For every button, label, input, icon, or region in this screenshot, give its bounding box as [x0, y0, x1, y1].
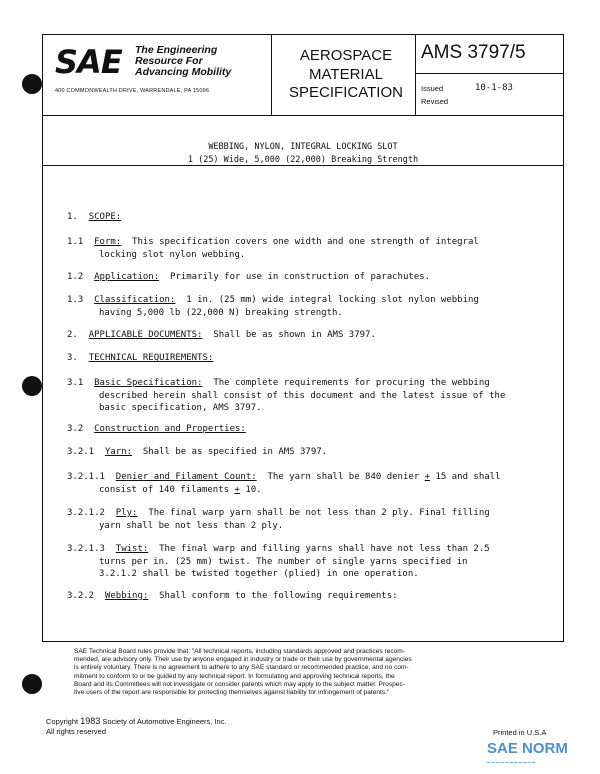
section-text: 3.2.1.2 shall be twisted together (plied) in one operation. [99, 569, 419, 579]
section-number: 3.2 [67, 424, 84, 434]
section-text: Shall be as specified in AMS 3797. [142, 447, 328, 457]
sae-norm-watermark: SAE NORM [487, 740, 568, 757]
issued-date: 10-1-83 [475, 83, 513, 93]
section-heading: Application: [94, 272, 160, 282]
section-heading: Classification: [94, 295, 176, 305]
section-text: described herein shall consist of this document and the latest issue of the [99, 390, 506, 401]
section-text: yarn shall be not less than 2 ply. [99, 520, 284, 531]
title-line-2: 1 (25) Wide, 5,000 (22,000) Breaking Strength [187, 155, 419, 165]
tagline-line-1: The Engineering [135, 44, 218, 56]
section-heading: Ply: [115, 508, 138, 518]
sae-logo: SAE [55, 43, 122, 81]
section-number: 1.3 [67, 295, 84, 305]
punch-hole-middle [22, 376, 42, 396]
section-text: basic specification, AMS 3797. [99, 403, 262, 413]
section-2 [67, 329, 376, 342]
section-1-1 [67, 236, 547, 261]
section-number: 3.2.1.1 [67, 472, 105, 482]
section-3-2-1 [67, 446, 327, 459]
section-3-2 [67, 423, 246, 436]
note-line: Board and its Committees will not investigate or consider patents which may apply to the subject matter. Prospec- [74, 680, 405, 688]
section-text: turns per in. (25 mm) twist. The number of single yarns specified in [99, 556, 468, 567]
section-number: 3.2.1.2 [67, 508, 105, 518]
section-number: 2. [67, 330, 78, 340]
section-text: locking slot nylon webbing. [99, 249, 246, 260]
section-text: 1 in. (25 mm) wide integral locking slot nylon webbing [186, 295, 479, 305]
section-heading: Webbing: [104, 591, 149, 601]
copyright-notice [46, 716, 227, 737]
section-3-2-1-1 [67, 471, 557, 496]
tagline-line-3: Advancing Mobility [135, 66, 232, 78]
section-heading: Form: [94, 237, 122, 247]
section-text: consist of 140 filaments [99, 484, 230, 495]
section-text: The final warp and filling yarns shall have not less than 2.5 [159, 544, 490, 554]
section-number: 3.2.2 [67, 591, 95, 601]
note-line: mitment to conform to or be guided by any technical report. In formulating and approving technical reports, the [74, 672, 395, 680]
section-text: This specification covers one width and one strength of integral [132, 237, 479, 247]
section-text: The yarn shall be 840 denier [267, 472, 420, 482]
sae-address: 400 COMMONWEALTH DRIVE, WARRENDALE, PA 15096 [55, 88, 210, 94]
section-text: Shall conform to the following requirements: [159, 591, 398, 601]
tagline-line-2: Resource For [135, 55, 203, 67]
section-3-2-1-2 [67, 507, 557, 532]
document-title [43, 141, 563, 167]
document-frame [42, 34, 564, 642]
section-number: 1.1 [67, 237, 84, 247]
revised-label: Revised [421, 97, 449, 106]
punch-hole-top [22, 74, 42, 94]
note-line: SAE Technical Board rules provide that: "All technical reports, including standards approved and practices recom- [74, 648, 405, 655]
section-heading: SCOPE: [88, 212, 122, 222]
printed-in: Printed in U.S.A [493, 728, 547, 737]
spec-line-3: SPECIFICATION [289, 84, 403, 101]
section-1-3 [67, 294, 547, 319]
section-text: Shall be as shown in AMS 3797. [213, 330, 376, 340]
header-divider [43, 115, 563, 116]
note-line: tive users of the report are responsible for protecting themselves against liability for infringement of patents." [74, 689, 390, 697]
title-line-1: WEBBING, NYLON, INTEGRAL LOCKING SLOT [208, 142, 398, 152]
watermark-underline-icon: ▬▬▬▬▬▬▬▬▬▬▬ [487, 760, 537, 764]
section-number: 1.2 [67, 272, 84, 282]
header-vline-1 [271, 35, 272, 115]
spec-type-title [277, 47, 415, 103]
copyright-holder: Society of Automotive Engineers, Inc. [102, 717, 227, 726]
section-number: 1. [67, 212, 78, 222]
section-3-2-2 [67, 590, 398, 603]
section-3-2-1-3 [67, 543, 557, 581]
section-heading: TECHNICAL REQUIREMENTS: [88, 353, 214, 363]
section-number: 3. [67, 353, 78, 363]
section-heading: Twist: [115, 544, 149, 554]
note-line: is entirely voluntary. There is no agreement to adhere to any SAE standard or recommended practice, and no com- [74, 664, 409, 672]
section-heading: Construction and Properties: [94, 424, 246, 434]
plus-minus: + [424, 472, 431, 482]
ams-divider [415, 73, 563, 74]
note-line: mended, are advisory only. Their use by anyone engaged in industry or trade or their use by governmental agencies [74, 656, 412, 664]
section-1-2 [67, 271, 430, 284]
section-text: Primarily for use in construction of parachutes. [169, 272, 431, 282]
section-text: having 5,000 lb (22,000 N) breaking strength. [99, 307, 343, 318]
spec-line-1: AEROSPACE [299, 47, 393, 64]
section-number: 3.1 [67, 378, 84, 388]
section-text: 15 and shall [435, 472, 501, 482]
issued-label: Issued [421, 84, 444, 93]
sae-technical-board-note [74, 648, 544, 697]
copyright-label: Copyright [46, 717, 79, 726]
section-3-1 [67, 377, 557, 415]
section-1 [67, 211, 121, 224]
section-number: 3.2.1 [67, 447, 95, 457]
section-heading: APPLICABLE DOCUMENTS: [88, 330, 203, 340]
section-text: 10. [245, 484, 262, 495]
section-heading: Denier and Filament Count: [115, 472, 257, 482]
section-heading: Basic Specification: [94, 378, 203, 388]
section-3 [67, 352, 213, 365]
ams-number: AMS 3797/5 [421, 42, 526, 63]
rights-reserved: All rights reserved [46, 727, 107, 736]
section-number: 3.2.1.3 [67, 544, 105, 554]
section-text: The complete requirements for procuring the webbing [213, 378, 490, 388]
punch-hole-bottom [22, 674, 42, 694]
section-heading: Yarn: [104, 447, 133, 457]
plus-minus: + [234, 484, 240, 495]
spec-line-2: MATERIAL [309, 65, 383, 83]
sae-tagline [135, 45, 245, 78]
header-vline-2 [415, 35, 416, 115]
section-text: The final warp yarn shall be not less than 2 ply. Final filling [148, 508, 490, 518]
copyright-year: 1983 [80, 716, 101, 726]
